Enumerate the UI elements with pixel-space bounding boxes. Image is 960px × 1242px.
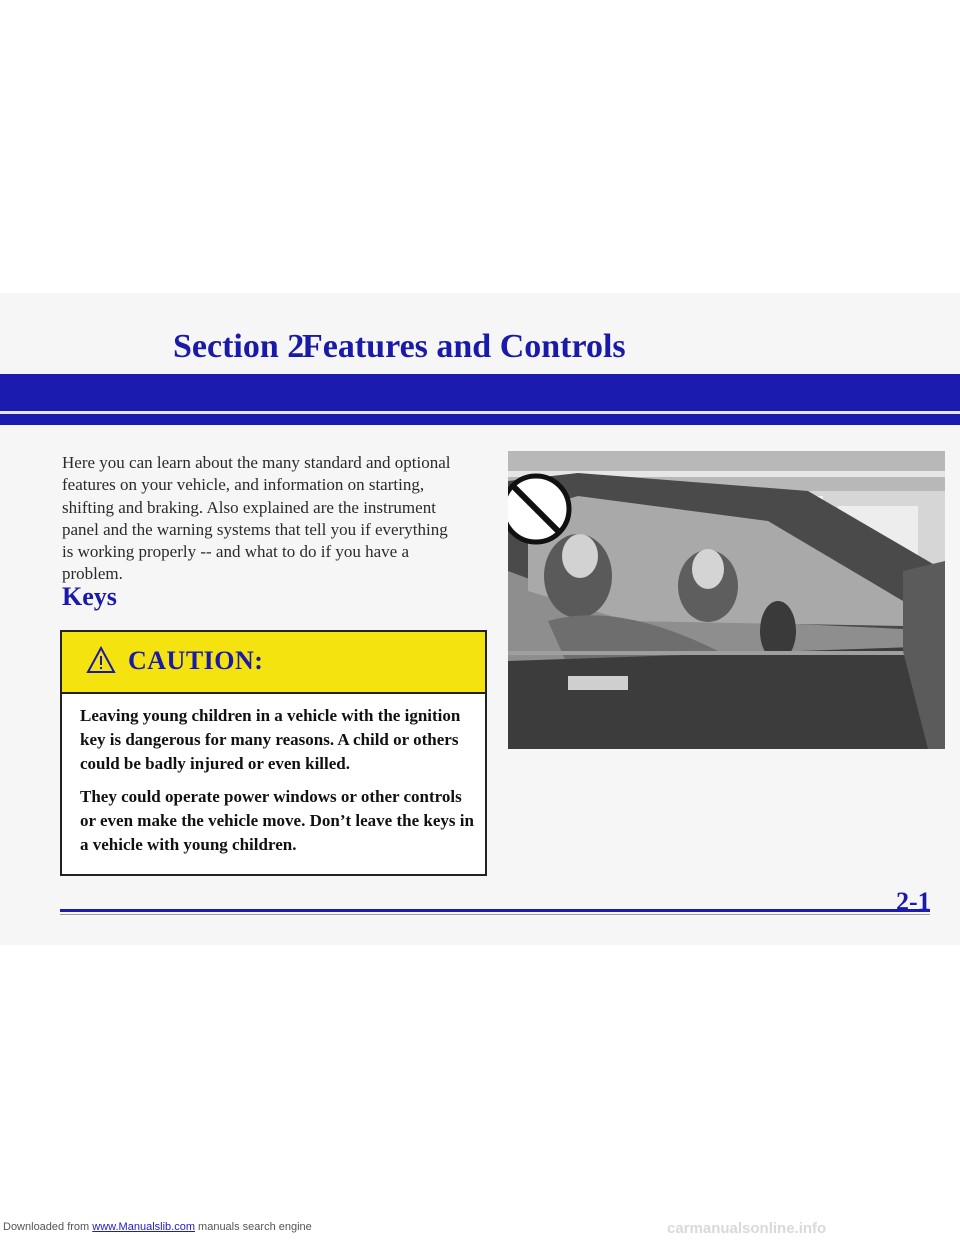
- children-in-car-illustration: [508, 451, 945, 749]
- keys-heading: Keys: [62, 582, 117, 611]
- site-watermark: carmanualsonline.info: [667, 1220, 827, 1237]
- download-credit: [3, 1221, 312, 1233]
- prohibition-icon: [508, 473, 572, 545]
- section-heading: [0, 318, 960, 374]
- caution-paragraph: Leaving young children in a vehicle with the ignition key is dangerous for many reasons. A child or others could be badly injured or even killed.: [80, 706, 461, 773]
- footer-rule-shadow: [60, 914, 930, 915]
- caution-header: [62, 632, 485, 694]
- download-prefix: Downloaded from: [3, 1221, 93, 1233]
- caution-paragraph: They could operate power windows or other controls or even make the vehicle move. Don’t leave the keys in a vehicle with young children.: [80, 787, 474, 854]
- footer-rule: [60, 909, 930, 912]
- download-suffix: manuals search engine: [194, 1221, 312, 1233]
- page-number: 2-1: [896, 887, 931, 916]
- caution-box: [60, 630, 487, 876]
- header-band-lower: [0, 414, 960, 425]
- warning-triangle-icon: [86, 646, 116, 674]
- caution-label: CAUTION:: [128, 646, 264, 675]
- intro-paragraph: Here you can learn about the many standard and optional features on your vehicle, and information on starting, shifting and braking. Also explained are the instrument panel and the warning systems that tell you if everything is working properly -- and what to do if you have a problem.: [62, 453, 451, 584]
- section-title: Features and Controls: [302, 328, 626, 365]
- header-band: [0, 374, 960, 411]
- caution-body: [80, 704, 480, 866]
- section-number: Section 2: [173, 328, 305, 365]
- manualslib-link[interactable]: www.Manualslib.com: [92, 1221, 195, 1233]
- illustration-drawing: [508, 451, 945, 749]
